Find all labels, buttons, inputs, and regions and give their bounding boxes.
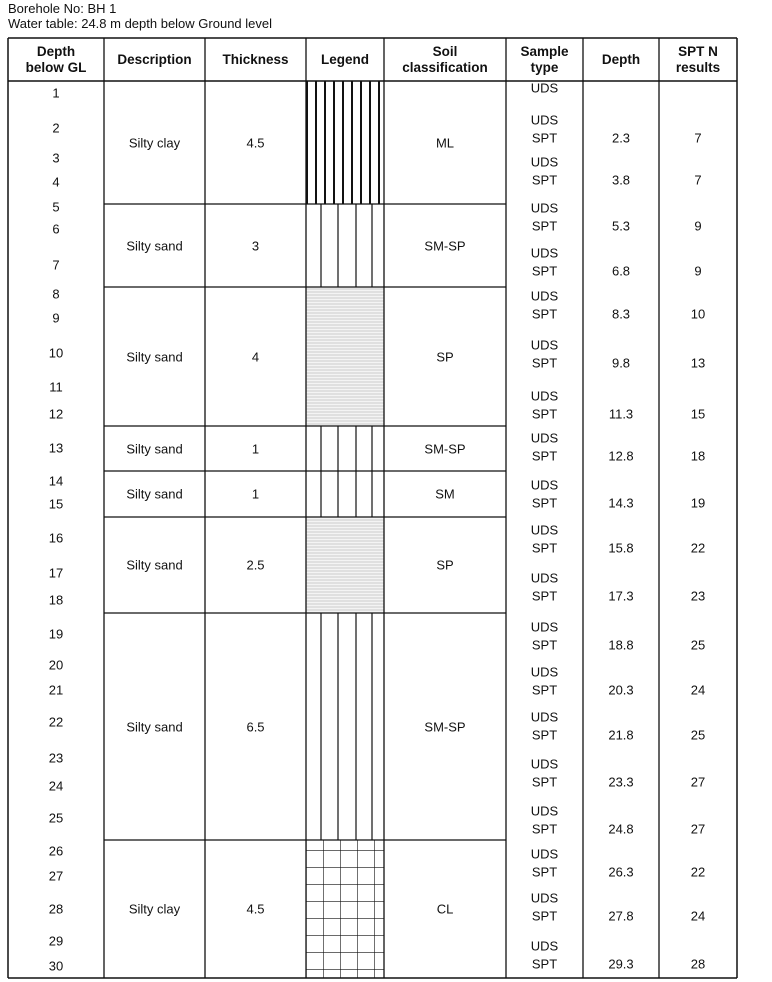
spt-n-value: 18 bbox=[690, 448, 706, 464]
layer-thickness: 6.5 bbox=[246, 719, 265, 734]
layer-description: Silty sand bbox=[126, 349, 183, 364]
layer-thickness: 3 bbox=[251, 238, 260, 253]
depth-scale-mark: 13 bbox=[48, 440, 64, 456]
layer-thickness: 4.5 bbox=[246, 135, 265, 150]
spt-n-value: 9 bbox=[694, 218, 702, 234]
depth-scale-mark: 1 bbox=[52, 85, 60, 101]
legend-pattern-hlines-fine bbox=[306, 517, 384, 613]
sample-depth: 14.3 bbox=[608, 495, 634, 511]
col-header-sample-type-line2: type bbox=[530, 59, 559, 75]
sample-type-uds: UDS bbox=[530, 200, 559, 216]
depth-scale-mark: 3 bbox=[52, 150, 60, 166]
sample-depth: 20.3 bbox=[608, 682, 634, 698]
sample-type-uds: UDS bbox=[530, 154, 559, 170]
sample-type-uds: UDS bbox=[530, 80, 559, 96]
col-header-soil-classification-line2: classification bbox=[402, 59, 488, 75]
depth-scale-mark: 26 bbox=[48, 843, 64, 859]
depth-scale-mark: 29 bbox=[48, 933, 64, 949]
layer-classification: SM-SP bbox=[424, 441, 466, 456]
legend-pattern-grid bbox=[306, 840, 384, 978]
depth-scale-mark: 11 bbox=[49, 379, 63, 395]
sample-type-spt: SPT bbox=[531, 540, 558, 556]
sample-type-uds: UDS bbox=[530, 756, 559, 772]
depth-scale-mark: 14 bbox=[48, 473, 64, 489]
depth-scale-mark: 6 bbox=[52, 221, 60, 237]
sample-type-uds: UDS bbox=[530, 664, 559, 680]
spt-n-value: 28 bbox=[690, 956, 706, 972]
depth-scale-mark: 12 bbox=[48, 406, 64, 422]
depth-scale-mark: 7 bbox=[52, 257, 60, 273]
col-header-depth-below-gl-line1: Depth bbox=[36, 43, 76, 59]
sample-type-spt: SPT bbox=[531, 774, 558, 790]
sample-type-uds: UDS bbox=[530, 570, 559, 586]
col-header-depth-below-gl-line2: below GL bbox=[25, 59, 87, 75]
col-header-soil-classification-line1: Soil bbox=[432, 43, 458, 59]
sample-type-uds: UDS bbox=[530, 522, 559, 538]
sample-type-spt: SPT bbox=[531, 864, 558, 880]
spt-n-value: 27 bbox=[690, 774, 706, 790]
layer-description: Silty clay bbox=[128, 901, 181, 917]
water-table-note: Water table: 24.8 m depth below Ground level bbox=[8, 16, 272, 31]
layer-description: Silty sand bbox=[126, 486, 183, 502]
depth-scale-mark: 18 bbox=[48, 592, 64, 608]
legend-pattern-hlines-fine bbox=[306, 287, 384, 426]
col-header-sample-type-line1: Sample bbox=[520, 43, 569, 59]
sample-depth: 9.8 bbox=[611, 355, 631, 371]
spt-n-value: 24 bbox=[690, 682, 706, 698]
sample-depth: 17.3 bbox=[608, 588, 634, 604]
layer-thickness: 4.5 bbox=[246, 901, 265, 917]
spt-n-value: 25 bbox=[690, 637, 706, 653]
sample-type-spt: SPT bbox=[531, 637, 558, 653]
sample-type-uds: UDS bbox=[530, 477, 559, 493]
depth-scale-mark: 24 bbox=[48, 778, 64, 794]
spt-n-value: 13 bbox=[690, 355, 706, 371]
sample-type-spt: SPT bbox=[531, 263, 558, 279]
depth-scale-mark: 23 bbox=[48, 750, 64, 766]
sample-depth: 18.8 bbox=[608, 637, 634, 653]
sample-type-spt: SPT bbox=[531, 218, 558, 234]
layer-description: Silty clay bbox=[128, 135, 181, 150]
depth-scale-mark: 5 bbox=[52, 199, 60, 215]
sample-depth: 6.8 bbox=[611, 263, 631, 279]
layer-thickness: 1 bbox=[251, 486, 260, 502]
depth-scale-mark: 21 bbox=[48, 682, 64, 698]
sample-type-spt: SPT bbox=[531, 448, 558, 464]
sample-type-spt: SPT bbox=[531, 306, 558, 322]
col-header-legend: Legend bbox=[320, 51, 370, 67]
spt-n-value: 7 bbox=[694, 130, 702, 146]
sample-type-uds: UDS bbox=[530, 112, 559, 128]
layer-thickness: 4 bbox=[251, 349, 260, 364]
sample-type-uds: UDS bbox=[530, 337, 559, 353]
sample-type-spt: SPT bbox=[531, 495, 558, 511]
layer-classification: SM bbox=[435, 486, 455, 502]
sample-type-uds: UDS bbox=[530, 846, 559, 862]
layer-classification: SM-SP bbox=[424, 238, 466, 253]
layer-classification: SM-SP bbox=[424, 719, 466, 734]
sample-type-spt: SPT bbox=[531, 406, 558, 422]
layer-description: Silty sand bbox=[126, 557, 183, 573]
legend-pattern-vlines-dense bbox=[306, 81, 384, 204]
sample-depth: 21.8 bbox=[608, 727, 634, 743]
spt-n-value: 9 bbox=[694, 263, 702, 279]
sample-type-uds: UDS bbox=[530, 430, 559, 446]
sample-depth: 24.8 bbox=[608, 821, 634, 837]
col-header-spt-n-line2: results bbox=[675, 59, 721, 75]
sample-type-spt: SPT bbox=[531, 682, 558, 698]
spt-n-value: 22 bbox=[690, 540, 706, 556]
sample-type-spt: SPT bbox=[531, 956, 558, 972]
spt-n-value: 24 bbox=[690, 908, 706, 924]
layer-classification: CL bbox=[436, 901, 454, 917]
sample-type-uds: UDS bbox=[530, 803, 559, 819]
sample-type-spt: SPT bbox=[531, 130, 558, 146]
layer-thickness: 1 bbox=[251, 441, 260, 456]
layer-classification: ML bbox=[435, 135, 455, 150]
depth-scale-mark: 25 bbox=[48, 810, 64, 826]
sample-depth: 8.3 bbox=[611, 306, 631, 322]
sample-type-spt: SPT bbox=[531, 172, 558, 188]
sample-depth: 2.3 bbox=[611, 130, 631, 146]
sample-depth: 3.8 bbox=[611, 172, 631, 188]
layer-description: Silty sand bbox=[126, 719, 183, 734]
sample-type-uds: UDS bbox=[530, 388, 559, 404]
sample-type-spt: SPT bbox=[531, 821, 558, 837]
depth-scale-mark: 10 bbox=[48, 345, 64, 361]
depth-scale-mark: 9 bbox=[52, 310, 60, 326]
depth-scale-mark: 19 bbox=[48, 626, 64, 642]
col-header-spt-n-line1: SPT N bbox=[678, 43, 718, 59]
spt-n-value: 7 bbox=[694, 172, 702, 188]
sample-depth: 23.3 bbox=[608, 774, 634, 790]
spt-n-value: 23 bbox=[690, 588, 706, 604]
depth-scale-mark: 8 bbox=[52, 286, 60, 302]
sample-depth: 26.3 bbox=[608, 864, 634, 880]
sample-depth: 11.3 bbox=[608, 406, 634, 422]
spt-n-value: 27 bbox=[690, 821, 706, 837]
sample-depth: 27.8 bbox=[608, 908, 634, 924]
sample-type-uds: UDS bbox=[530, 245, 559, 261]
sample-type-uds: UDS bbox=[530, 619, 559, 635]
depth-scale-mark: 17 bbox=[48, 565, 64, 581]
sample-depth: 12.8 bbox=[608, 448, 634, 464]
spt-n-value: 10 bbox=[690, 306, 706, 322]
layer-classification: SP bbox=[436, 557, 454, 573]
sample-type-spt: SPT bbox=[531, 588, 558, 604]
borehole-number: Borehole No: BH 1 bbox=[8, 1, 117, 16]
sample-type-uds: UDS bbox=[530, 938, 559, 954]
layer-description: Silty sand bbox=[126, 238, 183, 253]
spt-n-value: 25 bbox=[690, 727, 706, 743]
depth-scale-mark: 22 bbox=[48, 714, 64, 730]
sample-type-uds: UDS bbox=[530, 709, 559, 725]
depth-scale-mark: 30 bbox=[48, 958, 64, 974]
col-header-description: Description bbox=[117, 51, 192, 67]
depth-scale-mark: 20 bbox=[48, 657, 64, 673]
layer-thickness: 2.5 bbox=[246, 557, 265, 573]
col-header-thickness: Thickness bbox=[222, 51, 289, 67]
sample-depth: 29.3 bbox=[608, 956, 634, 972]
sample-type-uds: UDS bbox=[530, 288, 559, 304]
spt-n-value: 15 bbox=[690, 406, 706, 422]
sample-depth: 5.3 bbox=[611, 218, 631, 234]
layer-description: Silty sand bbox=[126, 441, 183, 456]
sample-type-spt: SPT bbox=[531, 355, 558, 371]
sample-type-spt: SPT bbox=[531, 727, 558, 743]
depth-scale-mark: 4 bbox=[52, 174, 60, 190]
sample-type-uds: UDS bbox=[530, 890, 559, 906]
spt-n-value: 19 bbox=[690, 495, 706, 511]
depth-scale-mark: 28 bbox=[48, 901, 64, 917]
col-header-depth: Depth bbox=[601, 51, 641, 67]
depth-scale-mark: 15 bbox=[48, 496, 64, 512]
depth-scale-mark: 27 bbox=[48, 868, 64, 884]
depth-scale-mark: 16 bbox=[48, 530, 64, 546]
sample-type-spt: SPT bbox=[531, 908, 558, 924]
spt-n-value: 22 bbox=[690, 864, 706, 880]
depth-scale-mark: 2 bbox=[52, 120, 60, 136]
layer-classification: SP bbox=[436, 349, 454, 364]
sample-depth: 15.8 bbox=[608, 540, 634, 556]
